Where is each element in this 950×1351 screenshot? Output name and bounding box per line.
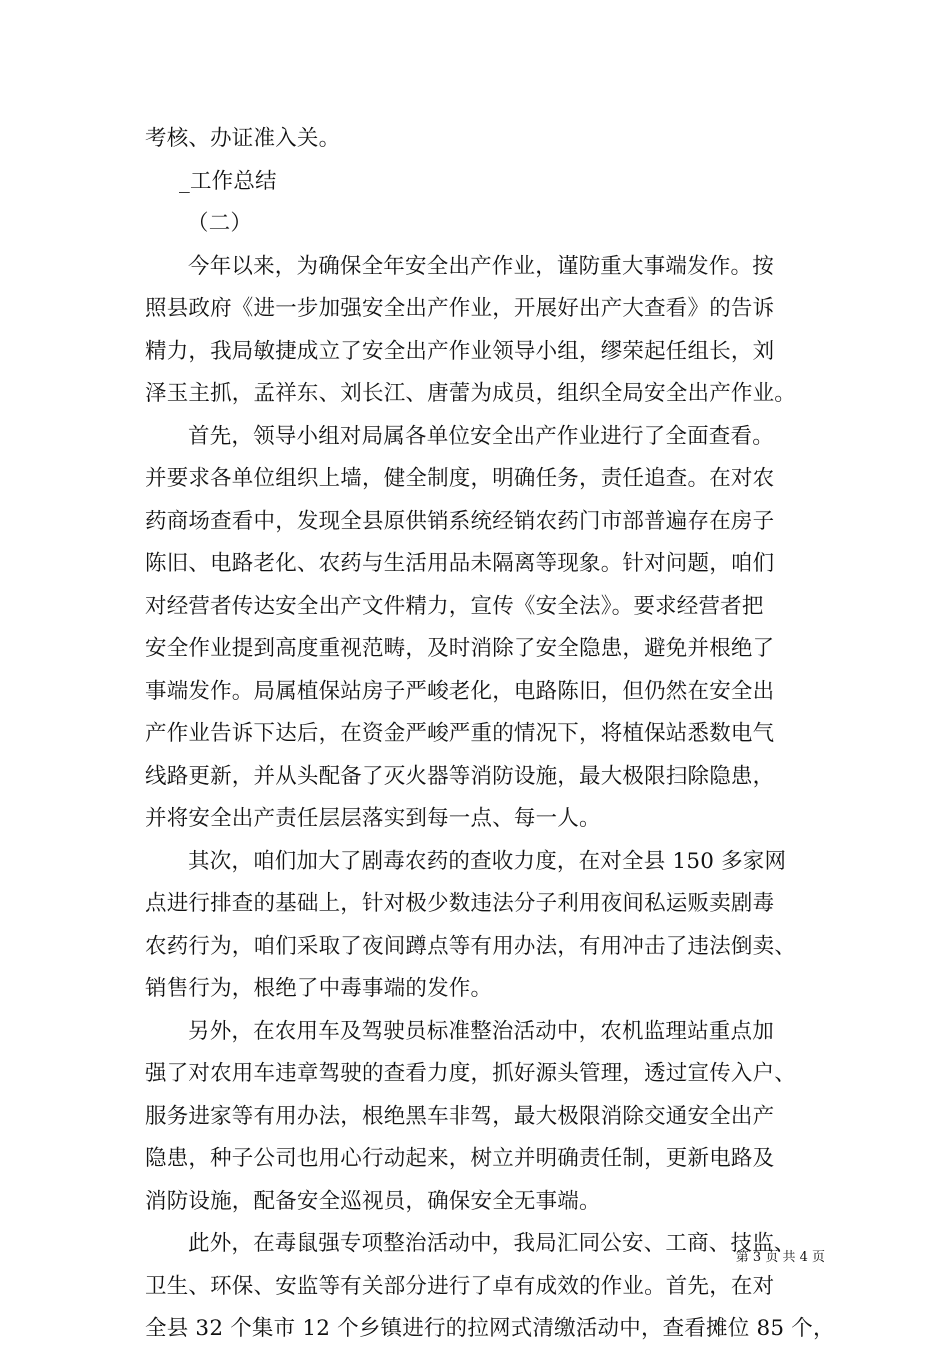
text-line: 线路更新，并从头配备了灭火器等消防设施，最大极限扫除隐患， [145,763,775,789]
text-line: 照县政府《进一步加强安全出产作业，开展好出产大查看》的告诉 [145,296,775,321]
text-line: 其次，咱们加大了剧毒农药的查收力度，在对全县 150 多家网 [188,848,787,874]
text-line: 强了对农用车违章驾驶的查看力度，抓好源头管理，透过宣传入户、 [145,1061,797,1086]
text-line: 事端发作。局属植保站房子严峻老化，电路陈旧，但仍然在安全出 [145,678,775,704]
text-line: 并将安全出产责任层层落实到每一点、每一人。 [145,806,601,831]
text-line: 点进行排查的基础上，针对极少数违法分子利用夜间私运贩卖剧毒 [145,891,775,916]
text-line: 此外，在毒鼠强专项整治活动中，我局汇同公安、工商、技监、 [188,1231,796,1256]
text-line: 药商场查看中，发现全县原供销系统经销农药门市部普遍存在房子 [145,508,775,534]
text-line: 安全作业提到高度重视范畴，及时消除了安全隐患，避免并根绝了 [145,636,775,661]
text-line: 考核、办证准入关。 [145,126,341,151]
text-line: 另外，在农用车及驾驶员标准整治活动中，农机监理站重点加 [188,1018,774,1044]
page-number: 第 3 页 共 4 页 [735,1250,825,1265]
text-line: 对经营者传达安全出产文件精力，宣传《安全法》。要求经营者把 [145,593,764,619]
text-line: _工作总结 [179,168,277,194]
text-line: 产作业告诉下达后，在资金严峻严重的情况下，将植保站悉数电气 [145,721,775,746]
text-line: 全县 32 个集市 12 个乡镇进行的拉网式清缴活动中，查看摊位 85 个， [145,1316,835,1341]
text-line: 今年以来，为确保全年安全出产作业，谨防重大事端发作。按 [188,253,774,279]
text-line: 消防设施，配备安全巡视员，确保安全无事端。 [145,1188,601,1214]
text-line: 卫生、环保、安监等有关部分进行了卓有成效的作业。首先，在对 [145,1273,775,1299]
text-line: 服务进家等有用办法，根绝黑车非驾，最大极限消除交通安全出产 [145,1103,775,1129]
text-line: 首先，领导小组对局属各单位安全出产作业进行了全面查看。 [188,423,774,449]
text-line: 陈旧、电路老化、农药与生活用品未隔离等现象。针对问题，咱们 [145,551,775,576]
text-line: 农药行为，咱们采取了夜间蹲点等有用办法，有用冲击了违法倒卖、 [145,933,797,959]
document-body [145,118,835,1351]
text-line: 销售行为，根绝了中毒事端的发作。 [145,976,493,1001]
text-line: 并要求各单位组织上墙，健全制度，明确任务，责任追查。在对农 [145,466,775,491]
text-line: （二） [187,211,253,236]
text-line: 精力，我局敏捷成立了安全出产作业领导小组，缪荣起任组长，刘 [145,338,775,364]
text-line: 隐患，种子公司也用心行动起来，树立并明确责任制，更新电路及 [145,1146,775,1171]
text-line: 泽玉主抓，孟祥东、刘长江、唐蕾为成员，组织全局安全出产作业。 [145,381,797,406]
